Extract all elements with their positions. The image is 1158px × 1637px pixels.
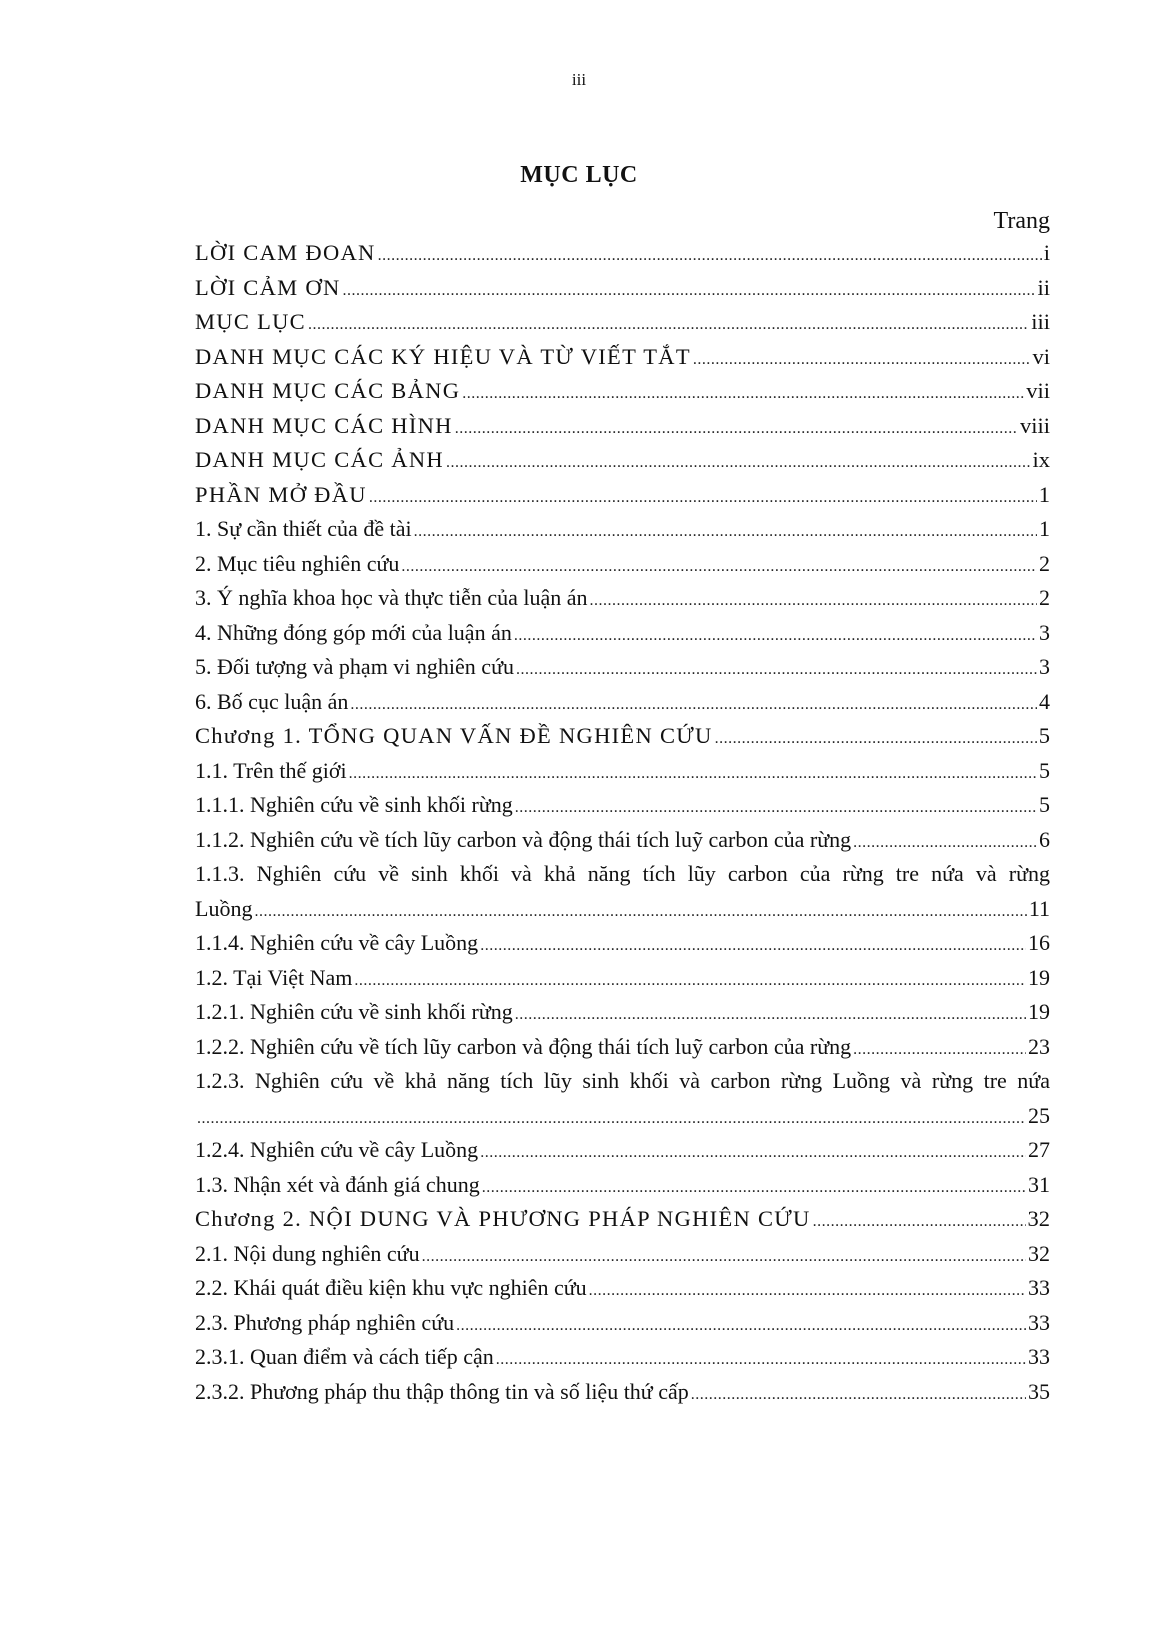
toc-entry[interactable] — [195, 1306, 1050, 1341]
toc-entry[interactable] — [195, 374, 1050, 409]
toc-entry-page: 19 — [1028, 964, 1050, 990]
toc-entry-title: DANH MỤC CÁC HÌNH — [195, 412, 453, 438]
toc-entry-wrapped-line: 1.1.3. Nghiên cứu về sinh khối và khả năng tích lũy carbon của rừng tre nứa và rừng — [195, 861, 1050, 886]
toc-entry-title: PHẦN MỞ ĐẦU — [195, 481, 367, 507]
toc-entry-title: DANH MỤC CÁC KÝ HIỆU VÀ TỪ VIẾT TẮT — [195, 343, 691, 369]
toc-entry-page: i — [1043, 240, 1050, 265]
toc-entry-title: 5. Đối tượng và phạm vi nghiên cứu — [195, 654, 514, 679]
toc-entry-page: 5 — [1039, 757, 1050, 783]
dot-leader — [590, 584, 1037, 618]
dot-leader — [369, 481, 1037, 515]
toc-entry[interactable] — [195, 1237, 1050, 1272]
toc-entry-title: 1.2. Tại Việt Nam — [195, 964, 353, 990]
toc-entry-title: Luồng — [195, 895, 253, 921]
toc-entry-title: 1. Sự cần thiết của đề tài — [195, 516, 412, 541]
toc-entry-title: LỜI CAM ĐOAN — [195, 240, 376, 265]
toc-entry[interactable] — [195, 961, 1050, 996]
dot-leader — [197, 1102, 1026, 1136]
toc-entry-page: iii — [1031, 309, 1050, 334]
toc-entry-title: 1.2.1. Nghiên cứu về sinh khối rừng — [195, 999, 513, 1024]
dot-leader — [349, 757, 1037, 791]
toc-entry[interactable] — [195, 892, 1050, 927]
dot-leader — [422, 1240, 1026, 1274]
toc-entry-page: 5 — [1038, 723, 1050, 748]
dot-leader — [254, 895, 1026, 929]
toc-entry[interactable] — [195, 995, 1050, 1030]
dot-leader — [446, 446, 1031, 480]
toc-entry[interactable] — [195, 1340, 1050, 1375]
toc-entry-title: 4. Những đóng góp mới của luận án — [195, 619, 512, 645]
toc-entry-page: 2 — [1039, 585, 1050, 610]
toc-entry-page: 33 — [1028, 1309, 1050, 1335]
toc-entry-page: 1 — [1039, 516, 1050, 541]
dot-leader — [455, 412, 1018, 446]
toc-entry-wrapped-line: 1.2.3. Nghiên cứu về khả năng tích lũy sinh khối và carbon rừng Luồng và rừng tre nứa — [195, 1068, 1050, 1093]
toc-entry[interactable] — [195, 1099, 1050, 1134]
toc-entry[interactable] — [195, 1202, 1050, 1237]
dot-leader — [693, 343, 1031, 377]
toc-entry-title: Chương 2. NỘI DUNG VÀ PHƯƠNG PHÁP NGHIÊN CỨU — [195, 1206, 811, 1231]
dot-leader — [414, 515, 1037, 549]
toc-entry-title: 2.3. Phương pháp nghiên cứu — [195, 1309, 455, 1335]
toc-entry-title: 3. Ý nghĩa khoa học và thực tiễn của luận án — [195, 585, 588, 610]
dot-leader — [515, 791, 1037, 825]
toc-entry-page: 19 — [1028, 999, 1050, 1024]
toc-entry-page: 31 — [1028, 1171, 1050, 1197]
toc-entry-title: LỜI CẢM ƠN — [195, 274, 341, 300]
toc-entry-page: 1 — [1038, 481, 1050, 507]
dot-leader — [691, 1378, 1026, 1412]
toc-entry-title: DANH MỤC CÁC ẢNH — [195, 447, 444, 472]
toc-entry-page: 23 — [1028, 1033, 1050, 1059]
dot-leader — [480, 929, 1026, 963]
toc-entry-page: 3 — [1039, 654, 1050, 679]
dot-leader — [813, 1205, 1026, 1239]
toc-entry[interactable] — [195, 512, 1050, 547]
toc-entry-page: 11 — [1028, 895, 1050, 921]
toc-entry[interactable] — [195, 409, 1050, 444]
toc-entry[interactable] — [195, 616, 1050, 651]
toc-entry[interactable] — [195, 443, 1050, 478]
toc-entry-page: 6 — [1039, 826, 1050, 852]
toc-entry[interactable] — [195, 581, 1050, 616]
toc-entry-title: 1.1.2. Nghiên cứu về tích lũy carbon và động thái tích luỹ carbon của rừng — [195, 826, 852, 852]
dot-leader — [516, 653, 1037, 687]
toc-entry-page: 27 — [1028, 1137, 1050, 1162]
toc-entry-page: 32 — [1027, 1206, 1050, 1231]
toc-entry-page: 33 — [1028, 1275, 1050, 1300]
dot-leader — [515, 998, 1026, 1032]
toc-entry-title: 1.2.4. Nghiên cứu về cây Luồng — [195, 1137, 479, 1162]
toc-entry[interactable] — [195, 823, 1050, 858]
toc-entry[interactable] — [195, 1375, 1050, 1410]
dot-leader — [715, 722, 1037, 756]
toc-entry-title: Chương 1. TỔNG QUAN VẤN ĐỀ NGHIÊN CỨU — [195, 723, 713, 748]
toc-entry-page: 3 — [1039, 619, 1050, 645]
toc-entry-page: ix — [1032, 447, 1050, 472]
dot-leader — [589, 1274, 1026, 1308]
toc-entry-title: 2.3.2. Phương pháp thu thập thông tin và số liệu thứ cấp — [195, 1378, 689, 1404]
toc-entry-title: 1.1.1. Nghiên cứu về sinh khối rừng — [195, 792, 513, 817]
dot-leader — [308, 308, 1029, 342]
toc-entry-title: 6. Bố cục luận án — [195, 688, 349, 714]
dot-leader — [853, 826, 1037, 860]
toc-entry-page: 4 — [1039, 688, 1050, 714]
toc-entry[interactable] — [195, 305, 1050, 340]
toc-entry-title: 1.2.2. Nghiên cứu về tích lũy carbon và động thái tích luỹ carbon của rừng — [195, 1033, 852, 1059]
toc-entry-title: MỤC LỤC — [195, 309, 306, 334]
page-title: MỤC LỤC — [520, 162, 638, 188]
dot-leader — [350, 688, 1037, 722]
toc-entry[interactable] — [195, 719, 1050, 754]
dot-leader — [354, 964, 1026, 998]
toc-entry[interactable] — [195, 1030, 1050, 1065]
toc-entry[interactable] — [195, 650, 1050, 685]
toc-entry[interactable] — [195, 236, 1050, 271]
dot-leader — [480, 1136, 1026, 1170]
toc-entry-page: 33 — [1028, 1344, 1050, 1369]
toc-entry[interactable] — [195, 478, 1050, 513]
toc-entry-title: 2. Mục tiêu nghiên cứu — [195, 550, 400, 576]
dot-leader — [514, 619, 1037, 653]
toc-entry-title: 2.2. Khái quát điều kiện khu vực nghiên cứu — [195, 1275, 587, 1300]
toc-entry[interactable] — [195, 1133, 1050, 1168]
dot-leader — [401, 550, 1037, 584]
toc-entry-page: 25 — [1028, 1102, 1050, 1128]
dot-leader — [456, 1309, 1026, 1343]
toc-entry-page: 35 — [1028, 1378, 1050, 1404]
dot-leader — [482, 1171, 1026, 1205]
toc-entry-page: vi — [1032, 343, 1050, 369]
table-of-contents — [195, 236, 1050, 1409]
toc-entry[interactable] — [195, 685, 1050, 720]
toc-entry[interactable] — [195, 788, 1050, 823]
toc-entry[interactable] — [195, 926, 1050, 961]
toc-entry[interactable] — [195, 1168, 1050, 1203]
toc-entry-title: 1.3. Nhận xét và đánh giá chung — [195, 1171, 480, 1197]
dot-leader — [378, 239, 1042, 273]
toc-entry-page: 5 — [1039, 792, 1050, 817]
dot-leader — [462, 377, 1024, 411]
toc-entry-page: 32 — [1028, 1240, 1050, 1266]
toc-entry-title: 1.1. Trên thế giới — [195, 757, 347, 783]
toc-entry-page: 16 — [1028, 930, 1050, 955]
toc-entry[interactable] — [195, 547, 1050, 582]
toc-entry-title: 2.3.1. Quan điểm và cách tiếp cận — [195, 1344, 494, 1369]
toc-entry-page: vii — [1026, 378, 1050, 403]
toc-entry[interactable] — [195, 340, 1050, 375]
toc-entry[interactable] — [195, 271, 1050, 306]
toc-entry-title: 2.1. Nội dung nghiên cứu — [195, 1240, 420, 1266]
dot-leader — [496, 1343, 1026, 1377]
toc-entry-page: ii — [1037, 274, 1050, 300]
dot-leader — [343, 274, 1036, 308]
toc-entry-title: DANH MỤC CÁC BẢNG — [195, 378, 461, 403]
toc-entry-page: viii — [1019, 412, 1050, 438]
toc-entry[interactable] — [195, 1271, 1050, 1306]
page-number: iii — [571, 70, 587, 89]
page-column-label: Trang — [993, 208, 1050, 234]
toc-entry-page: 2 — [1039, 550, 1050, 576]
toc-entry[interactable] — [195, 754, 1050, 789]
toc-entry-title: 1.1.4. Nghiên cứu về cây Luồng — [195, 930, 479, 955]
dot-leader — [853, 1033, 1026, 1067]
